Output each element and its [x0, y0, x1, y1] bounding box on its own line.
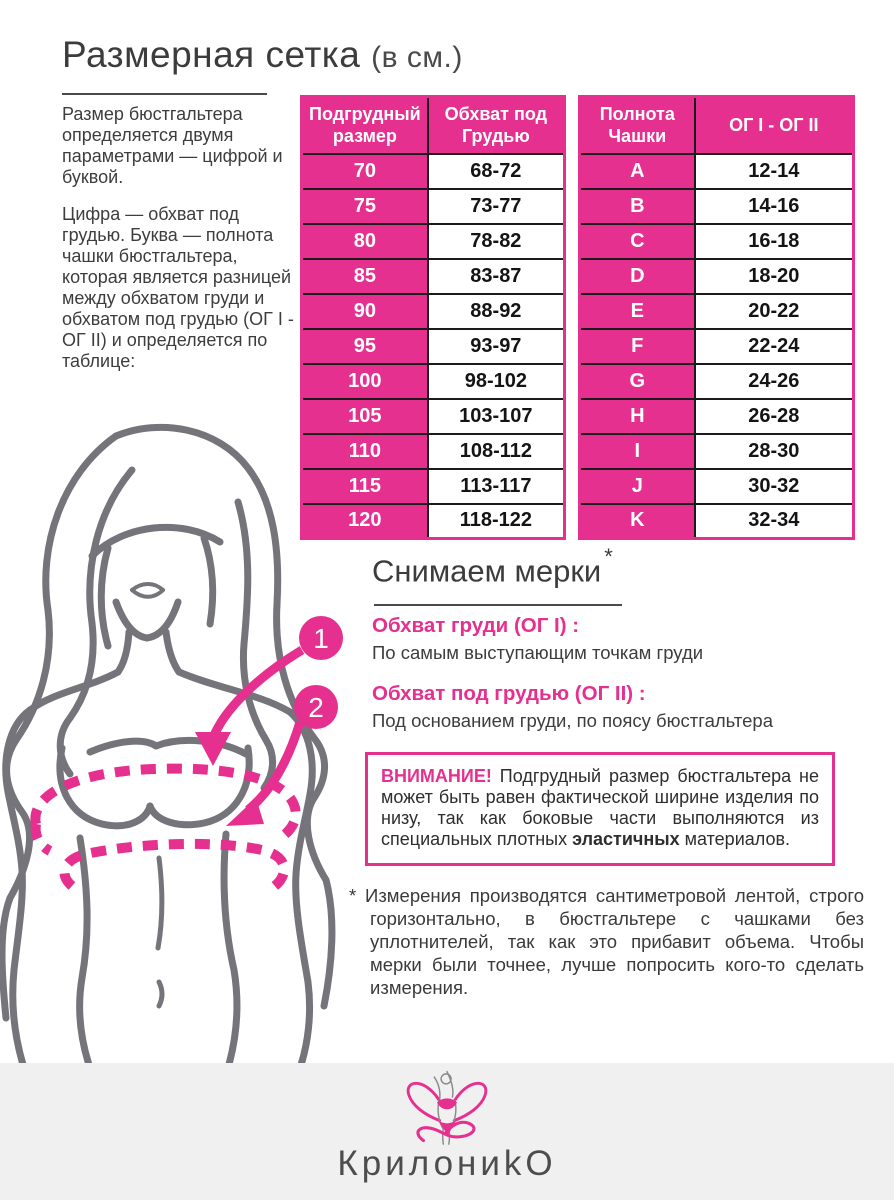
band-size-header: Подгрудный размер — [302, 97, 428, 154]
table-row — [580, 224, 854, 259]
step-1-description: По самым выступающим точкам груди — [372, 642, 704, 663]
band-size-cell: 80 — [302, 224, 428, 259]
table-row — [580, 469, 854, 504]
table-row — [302, 294, 565, 329]
cup-letter-cell: I — [580, 434, 695, 469]
table-row — [580, 259, 854, 294]
table-row — [302, 224, 565, 259]
band-range-cell: 78-82 — [428, 224, 565, 259]
cup-range-cell: 14-16 — [695, 189, 854, 224]
table-row — [302, 259, 565, 294]
cup-letter-cell: C — [580, 224, 695, 259]
warning-text-end: материалов. — [679, 829, 791, 849]
table-row — [302, 329, 565, 364]
step-2-description: Под основанием груди, по поясу бюстгальтера — [372, 710, 773, 731]
line-art-body — [2, 427, 332, 1063]
band-range-cell: 88-92 — [428, 294, 565, 329]
measurement-bands — [35, 769, 295, 891]
table-row — [580, 294, 854, 329]
cup-range-cell: 26-28 — [695, 399, 854, 434]
table-row — [302, 189, 565, 224]
band-range-cell: 68-72 — [428, 154, 565, 189]
table-row — [580, 504, 854, 539]
band-range-cell: 118-122 — [428, 504, 565, 539]
page-title — [62, 34, 463, 76]
underbust-header: Обхват под Грудью — [428, 97, 565, 154]
table-row — [580, 329, 854, 364]
page-title-text: Размерная сетка — [62, 34, 361, 75]
cup-range-cell: 28-30 — [695, 434, 854, 469]
cup-range-cell: 22-24 — [695, 329, 854, 364]
cup-letter-cell: F — [580, 329, 695, 364]
cup-letter-cell: J — [580, 469, 695, 504]
difference-header: ОГ I - ОГ II — [695, 97, 854, 154]
measuring-step-2 — [372, 682, 872, 732]
underbust-measure-dashed-line — [64, 844, 284, 891]
band-size-cell: 90 — [302, 294, 428, 329]
cup-range-cell: 32-34 — [695, 504, 854, 539]
table-row — [580, 399, 854, 434]
step-1-number: 1 — [313, 623, 329, 654]
table-row — [580, 364, 854, 399]
band-range-cell: 108-112 — [428, 434, 565, 469]
band-size-cell: 105 — [302, 399, 428, 434]
band-size-cell: 120 — [302, 504, 428, 539]
intro-paragraph-2: Цифра — обхват под грудью. Буква — полнота чашки бюстгальтера, которая является разницей между обхватом груди и обхватом под грудью (ОГ I - ОГ II) и определяется по таблице: — [62, 204, 294, 371]
footnote — [349, 884, 864, 999]
measuring-heading — [372, 544, 613, 589]
cup-letter-cell: K — [580, 504, 695, 539]
cup-range-cell: 30-32 — [695, 469, 854, 504]
table-row — [580, 154, 854, 189]
page-title-units: (в см.) — [371, 41, 463, 74]
band-range-cell: 103-107 — [428, 399, 565, 434]
cup-range-cell: 24-26 — [695, 364, 854, 399]
table-header-row — [580, 97, 854, 154]
table-header-row — [302, 97, 565, 154]
band-size-cell: 110 — [302, 434, 428, 469]
cup-size-table — [578, 95, 855, 540]
table-row — [302, 364, 565, 399]
table-row — [580, 189, 854, 224]
band-range-cell: 98-102 — [428, 364, 565, 399]
brand-name: КрилониkО — [337, 1144, 557, 1183]
measuring-heading-text: Снимаем мерки — [372, 553, 602, 589]
band-size-cell: 85 — [302, 259, 428, 294]
band-range-cell: 83-87 — [428, 259, 565, 294]
intro-paragraph-1: Размер бюстгальтера определяется двумя параметрами — цифрой и буквой. — [62, 104, 283, 187]
footnote-marker: * — [349, 885, 357, 906]
band-size-cell: 70 — [302, 154, 428, 189]
band-size-cell: 75 — [302, 189, 428, 224]
cup-header: Полнота Чашки — [580, 97, 695, 154]
cup-letter-cell: G — [580, 364, 695, 399]
footnote-text: Измерения производятся сантиметровой лентой, строго горизонтально, в бюстгальтере с чашками без уплотнителей, так как это прибавит объема. Чтобы мерки были точнее, лучше попросить кого-то сделать измерения. — [365, 885, 865, 998]
intro-text — [62, 104, 294, 388]
band-range-cell: 113-117 — [428, 469, 565, 504]
step-1-title: Обхват груди (ОГ I) : — [372, 614, 580, 637]
cup-range-cell: 18-20 — [695, 259, 854, 294]
band-range-cell: 73-77 — [428, 189, 565, 224]
band-size-cell: 115 — [302, 469, 428, 504]
cup-letter-cell: D — [580, 259, 695, 294]
warning-text: Подгрудный размер бюстгальтера не может быть равен фактической ширине изделия по низу, так как боковые части выполняются из специальных плотных — [381, 766, 819, 849]
cup-letter-cell: E — [580, 294, 695, 329]
cup-letter-cell: B — [580, 189, 695, 224]
cup-range-cell: 12-14 — [695, 154, 854, 189]
cup-letter-cell: A — [580, 154, 695, 189]
band-size-cell: 100 — [302, 364, 428, 399]
measuring-underline — [374, 604, 622, 606]
warning-box — [365, 752, 835, 866]
brand-logo — [387, 1068, 507, 1146]
band-range-cell: 93-97 — [428, 329, 565, 364]
table-row — [302, 154, 565, 189]
footnote-asterisk: * — [604, 544, 613, 569]
warning-bold-word: эластичных — [572, 829, 680, 849]
measuring-step-1 — [372, 614, 872, 664]
step-2-number: 2 — [308, 692, 324, 723]
cup-range-cell: 20-22 — [695, 294, 854, 329]
title-underline — [62, 93, 267, 95]
step-2-title: Обхват под грудью (ОГ II) : — [372, 682, 646, 705]
step-markers — [294, 616, 343, 729]
cup-range-cell: 16-18 — [695, 224, 854, 259]
warning-label: ВНИМАНИЕ! — [381, 766, 492, 786]
bust-measure-dashed-line — [36, 824, 50, 851]
table-row — [580, 434, 854, 469]
cup-letter-cell: H — [580, 399, 695, 434]
band-size-cell: 95 — [302, 329, 428, 364]
woman-measurement-illustration — [0, 418, 348, 1063]
